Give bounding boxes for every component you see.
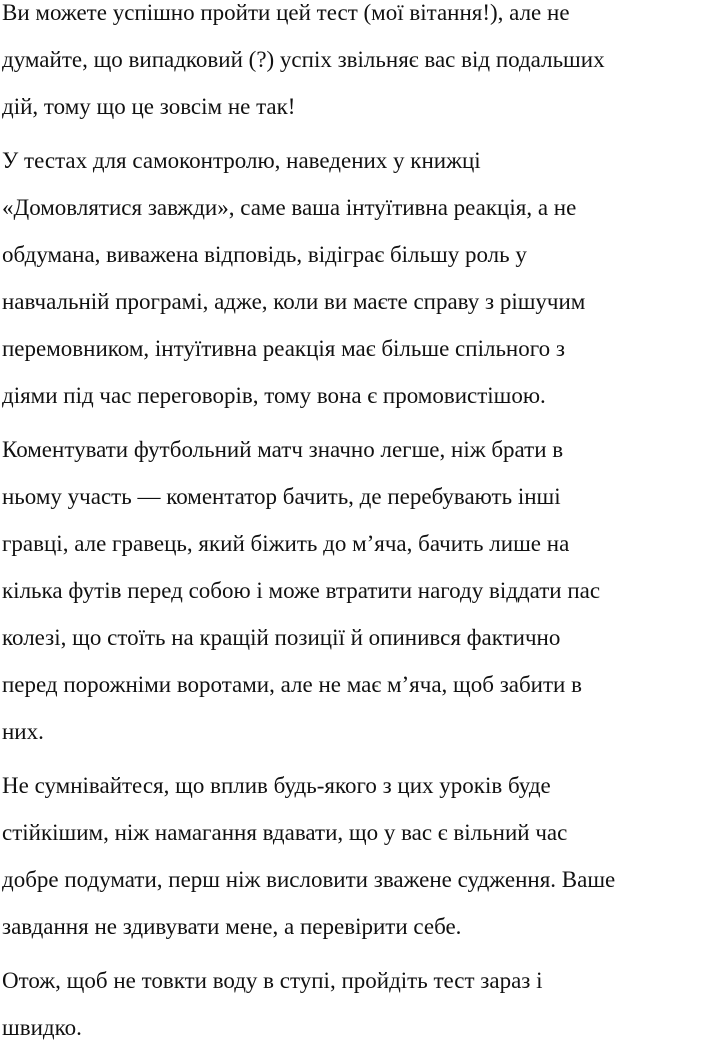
text-line: колезі, що стоїть на кращій позиції й опинився фактично [2,625,561,650]
paragraph-self-control-tests [2,137,708,419]
text-line: завдання не здивувати мене, а перевірити себе. [2,914,462,939]
text-line: швидко. [2,1015,82,1040]
text-line: гравці, але гравець, який біжить до м’яча, бачить лише на [2,531,570,556]
text-line: діями під час переговорів, тому вона є промовистішою. [2,383,546,408]
document-page [2,0,708,1058]
text-line: навчальній програмі, адже, коли ви маєте справу з рішучим [2,289,586,314]
text-line: обдумана, виважена відповідь, відіграє більшу роль у [2,242,527,267]
text-line: них. [2,719,44,744]
text-line: стійкішим, ніж намагання вдавати, що у вас є вільний час [2,820,568,845]
text-line: Ви можете успішно пройти цей тест (мої вітання!), але не [2,0,570,25]
text-line: думайте, що випадковий (?) успіх звільняє вас від подальших [2,47,605,72]
text-line: Отож, щоб не товкти воду в ступі, пройдіть тест зараз і [2,968,543,993]
text-line: кілька футів перед собою і може втратити нагоду віддати пас [2,578,601,603]
paragraph-congratulations [2,0,708,130]
text-line: ньому участь — коментатор бачить, де перебувають інші [2,484,561,509]
paragraph-football-analogy [2,426,708,755]
paragraph-take-test-now [2,957,708,1051]
text-line: перемовником, інтуїтивна реакція має більше спільного з [2,336,565,361]
text-line: У тестах для самоконтролю, наведених у книжці [2,148,481,173]
text-line: «Домовлятися завжди», саме ваша інтуїтивна реакція, а не [2,195,577,220]
text-line: добре подумати, перш ніж висловити зважене судження. Ваше [2,867,616,892]
paragraph-lessons-impact [2,762,708,950]
text-line: Коментувати футбольний матч значно легше, ніж брати в [2,437,564,462]
text-line: перед порожніми воротами, але не має м’яча, щоб забити в [2,672,582,697]
text-line: Не сумнівайтеся, що вплив будь-якого з цих уроків буде [2,773,551,798]
text-line: дій, тому що це зовсім не так! [2,94,296,119]
